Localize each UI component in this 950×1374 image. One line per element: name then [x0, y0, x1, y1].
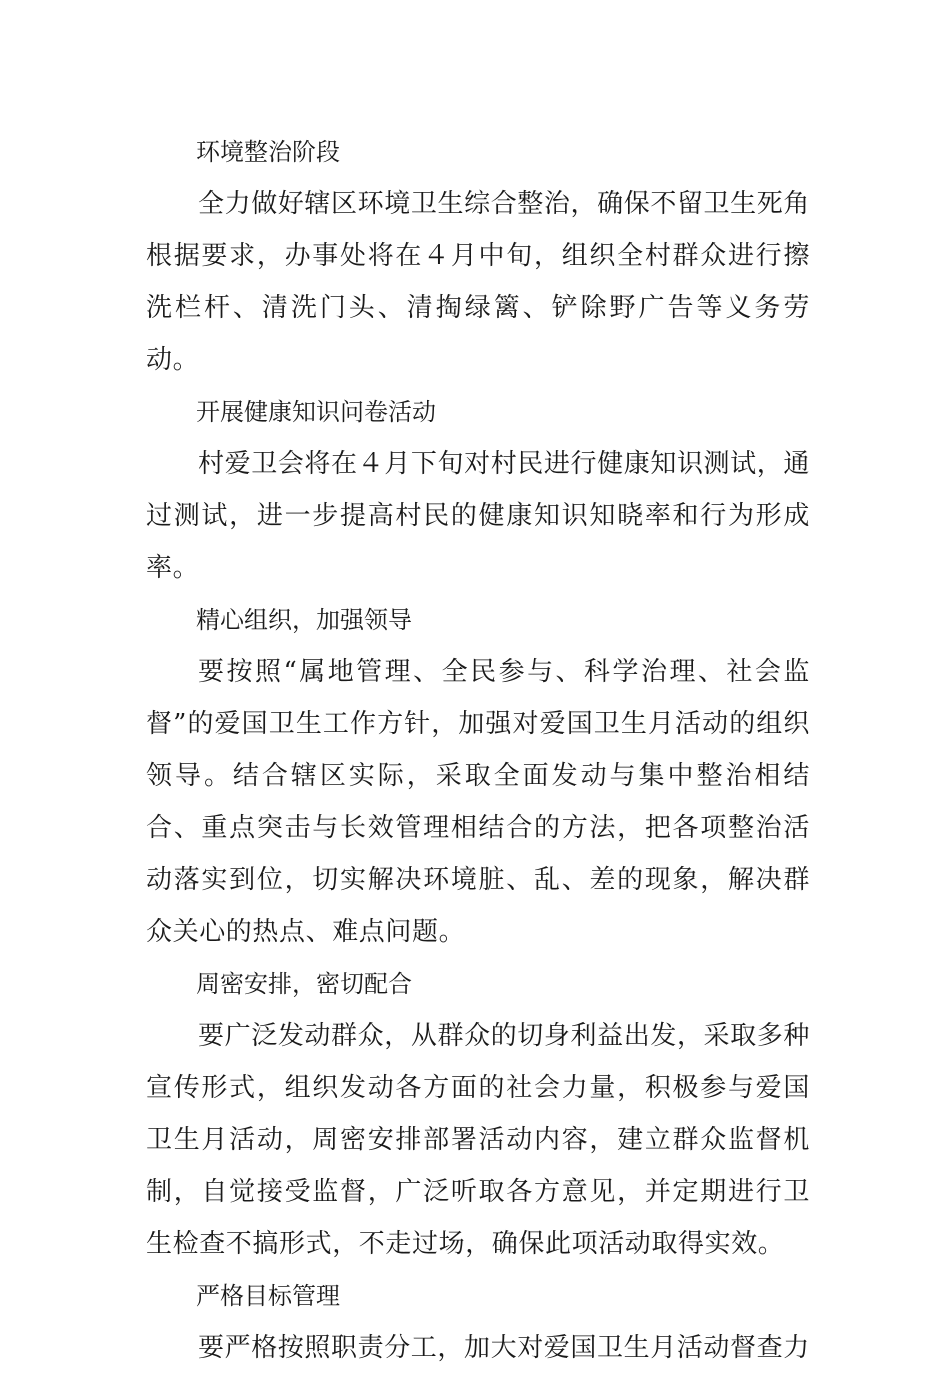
section-heading-target-management: 严格目标管理 — [196, 1282, 340, 1310]
section-heading-organization: 精心组织，加强领导 — [196, 606, 412, 634]
section-paragraph-environment: 全力做好辖区环境卫生综合整治，确保不留卫生死角根据要求，办事处将在４月中旬，组织全村群众进行擦洗栏杆、清洗门头、清掏绿篱、铲除野广告等义务劳动。 — [146, 189, 810, 375]
section-heading-environment: 环境整治阶段 — [196, 138, 340, 166]
section-paragraph-health-survey: 村爱卫会将在４月下旬对村民进行健康知识测试，通过测试，进一步提高村民的健康知识知晓率和行为形成率。 — [146, 449, 810, 583]
section-paragraph-arrangement: 要广泛发动群众，从群众的切身利益出发，采取多种宣传形式，组织发动各方面的社会力量，积极参与爱国卫生月活动，周密安排部署活动内容，建立群众监督机制，自觉接受监督，广泛听取各方意见，并定期进行卫生检查不搞形式，不走过场，确保此项活动取得实效。 — [146, 1021, 810, 1259]
section-heading-health-survey: 开展健康知识问卷活动 — [196, 398, 436, 426]
section-paragraph-organization: 要按照“属地管理、全民参与、科学治理、社会监督”的爱国卫生工作方针，加强对爱国卫生月活动的组织领导。结合辖区实际，采取全面发动与集中整治相结合、重点突击与长效管理相结合的方法，把各项整治活动落实到位，切实解决环境脏、乱、差的现象，解决群众关心的热点、难点问题。 — [146, 657, 810, 947]
section-heading-arrangement: 周密安排，密切配合 — [196, 970, 412, 998]
document-body — [146, 126, 810, 1374]
section-paragraph-target-management: 要严格按照职责分工，加大对爱国卫生月活动督查力 — [198, 1333, 810, 1363]
